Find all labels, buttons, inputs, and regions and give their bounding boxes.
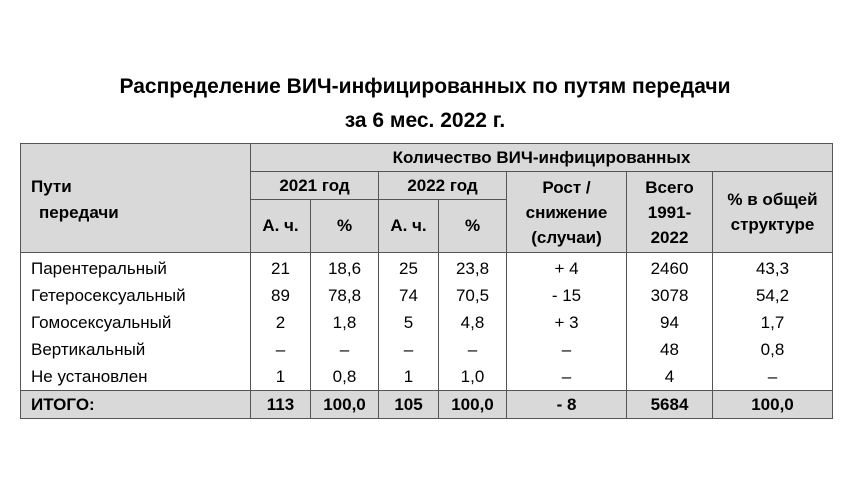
growth-header (507, 172, 627, 253)
table-row (21, 282, 833, 309)
abs-2021-cell: – (251, 336, 311, 363)
total-cell: 4 (627, 363, 713, 391)
abs-2021-cell: 1 (251, 363, 311, 391)
year-2022-header: 2022 год (379, 172, 507, 200)
growth-header-line-2: снижение (525, 202, 608, 222)
pct-2022-header: % (439, 200, 507, 253)
growth-cell: + 3 (507, 309, 627, 336)
total-period-header (627, 172, 713, 253)
table-row (21, 363, 833, 391)
row-name: Гетеросексуальный (21, 282, 251, 309)
pct-2022-cell: 1,0 (439, 363, 507, 391)
pct-2022-cell: 4,8 (439, 309, 507, 336)
pct-2021-cell: – (311, 336, 379, 363)
abs-2022-cell: 1 (379, 363, 439, 391)
total-cell: 48 (627, 336, 713, 363)
pct-2021-cell: 18,6 (311, 253, 379, 283)
hiv-transmission-table (20, 143, 833, 419)
total-cell: 3078 (627, 282, 713, 309)
total-growth-cell: - 8 (507, 391, 627, 419)
pct-2022-cell: 70,5 (439, 282, 507, 309)
share-header-line-2: структуре (730, 215, 815, 234)
pct-2022-cell: 23,8 (439, 253, 507, 283)
year-2021-header: 2021 год (251, 172, 379, 200)
abs-2022-header: А. ч. (379, 200, 439, 253)
pct-2021-cell: 78,8 (311, 282, 379, 309)
growth-cell: + 4 (507, 253, 627, 283)
abs-2022-cell: 74 (379, 282, 439, 309)
title-line-1: Распределение ВИЧ-инфицированных по путям передачи (119, 75, 731, 98)
total-pct-2021-cell: 100,0 (311, 391, 379, 419)
share-header-line-1: % в общей (727, 190, 818, 209)
total-row (21, 391, 833, 419)
growth-header-line-3: (случаи) (531, 227, 602, 247)
total-abs-2021-cell: 113 (251, 391, 311, 419)
pct-2021-cell: 0,8 (311, 363, 379, 391)
abs-2021-header: А. ч. (251, 200, 311, 253)
total-pct-2022-cell: 100,0 (439, 391, 507, 419)
total-cell: 94 (627, 309, 713, 336)
row-name: Не установлен (21, 363, 251, 391)
total-share-cell: 100,0 (713, 391, 833, 419)
title-line-2: за 6 мес. 2022 г. (344, 109, 506, 132)
table-row (21, 309, 833, 336)
share-cell: 54,2 (713, 282, 833, 309)
total-header-line-3: 2022 (650, 227, 689, 247)
abs-2022-cell: 25 (379, 253, 439, 283)
share-header (713, 172, 833, 253)
stub-header-line-2: передачи (39, 203, 119, 222)
growth-header-line-1: Рост / (542, 177, 591, 197)
share-cell: 43,3 (713, 253, 833, 283)
page-title (0, 70, 850, 138)
growth-cell: – (507, 363, 627, 391)
total-row-label: ИТОГО: (21, 391, 251, 419)
share-cell: 1,7 (713, 309, 833, 336)
share-cell: – (713, 363, 833, 391)
abs-2021-cell: 21 (251, 253, 311, 283)
pct-2022-cell: – (439, 336, 507, 363)
abs-2021-cell: 89 (251, 282, 311, 309)
abs-2022-cell: – (379, 336, 439, 363)
pct-2021-cell: 1,8 (311, 309, 379, 336)
table-row (21, 336, 833, 363)
group-header: Количество ВИЧ-инфицированных (251, 144, 833, 172)
growth-cell: - 15 (507, 282, 627, 309)
total-header-line-2: 1991- (647, 202, 692, 222)
row-name: Вертикальный (21, 336, 251, 363)
total-total-cell: 5684 (627, 391, 713, 419)
total-cell: 2460 (627, 253, 713, 283)
stub-header (21, 144, 251, 253)
row-name: Парентеральный (21, 253, 251, 283)
growth-cell: – (507, 336, 627, 363)
table-row (21, 253, 833, 283)
pct-2021-header: % (311, 200, 379, 253)
share-cell: 0,8 (713, 336, 833, 363)
row-name: Гомосексуальный (21, 309, 251, 336)
total-header-line-1: Всего (645, 177, 694, 197)
abs-2021-cell: 2 (251, 309, 311, 336)
total-abs-2022-cell: 105 (379, 391, 439, 419)
abs-2022-cell: 5 (379, 309, 439, 336)
stub-header-line-1: Пути (31, 177, 72, 196)
